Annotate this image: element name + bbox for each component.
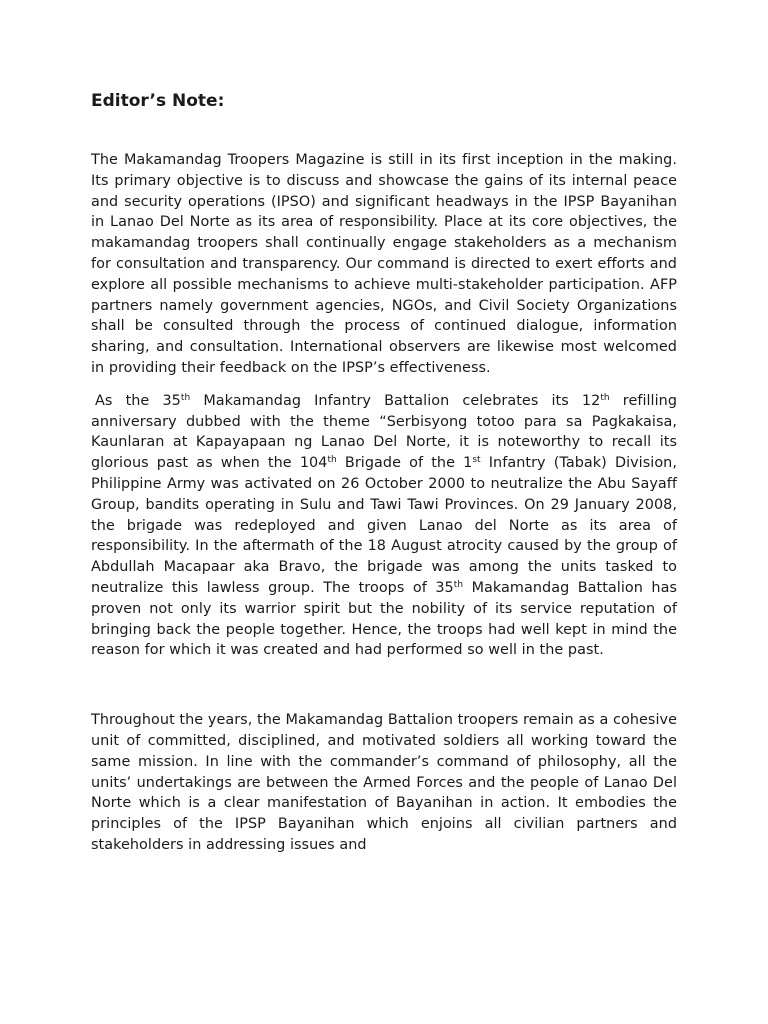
page-title: Editor’s Note: [91,91,225,111]
text-run: Makamandag Infantry Battalion celebrates its 12 [190,392,601,409]
text-run: As the 35 [95,392,181,409]
superscript: th [453,579,464,590]
superscript: st [472,455,481,466]
superscript: th [327,455,337,466]
paragraph-mission: Throughout the years, the Makamandag Battalion troopers remain as a cohesive unit of committed, disciplined, and motivated soldiers all working toward the same mission. In line with the commander’s command of philosophy, all the units’ undertakings are between the Armed Forces and the people of Lanao Del Norte which is a clear manifestation of Bayanihan in action. It embodies the principles of the IPSP Bayanihan which enjoins all civilian partners and stakeholders in addressing issues and [91,712,677,853]
superscript: th [600,392,610,403]
superscript: th [180,392,191,403]
document-page [91,90,677,856]
text-run: refilling anniversary dubbed with the theme “Serbisyong totoo para sa Pagkakaisa, Kaunlaran at Kapayapaan ng Lanao Del Norte, it is noteworthy to recall its glorious past as when the 104 [91,392,678,472]
paragraph-intro: The Makamandag Troopers Magazine is still in its first inception in the making. Its primary objective is to discuss and showcase the gains of its internal peace and security operations (IPSO) and significant headways in the IPSP Bayanihan in Lanao Del Norte as its area of responsibility. Place at its core objectives, the makamandag troopers shall continually engage stakeholders as a mechanism for consultation and transparency. Our command is directed to exert efforts and explore all possible mechanisms to achieve multi-stakeholder participation. AFP partners namely government agencies, NGOs, and Civil Society Organizations shall be consulted through the process of continued dialogue, information sharing, and consultation. International observers are likewise most welcomed in providing their feedback on the IPSP’s effectiveness. [91,152,677,376]
text-run: Infantry (Tabak) Division, Philippine Army was activated on 26 October 2000 to neutralize the Abu Sayaff Group, bandits operating in Sulu and Tawi Tawi Provinces. On 29 January 2008, the brigade was redeployed and given Lanao del Norte as its area of responsibility. In the aftermath of the 18 August atrocity caused by the group of Abdullah Macapaar aka Bravo, the brigade was among the units tasked to neutralize this lawless group. The troops of 35 [91,455,677,596]
paragraph-history [91,391,677,661]
text-run: Makamandag Battalion has proven not only its warrior spirit but the nobility of its service reputation of bringing back the people together. Hence, the troops had well kept in mind the reason for which it was created and had performed so well in the past. [91,579,677,659]
text-run: Brigade of the 1 [336,455,473,472]
